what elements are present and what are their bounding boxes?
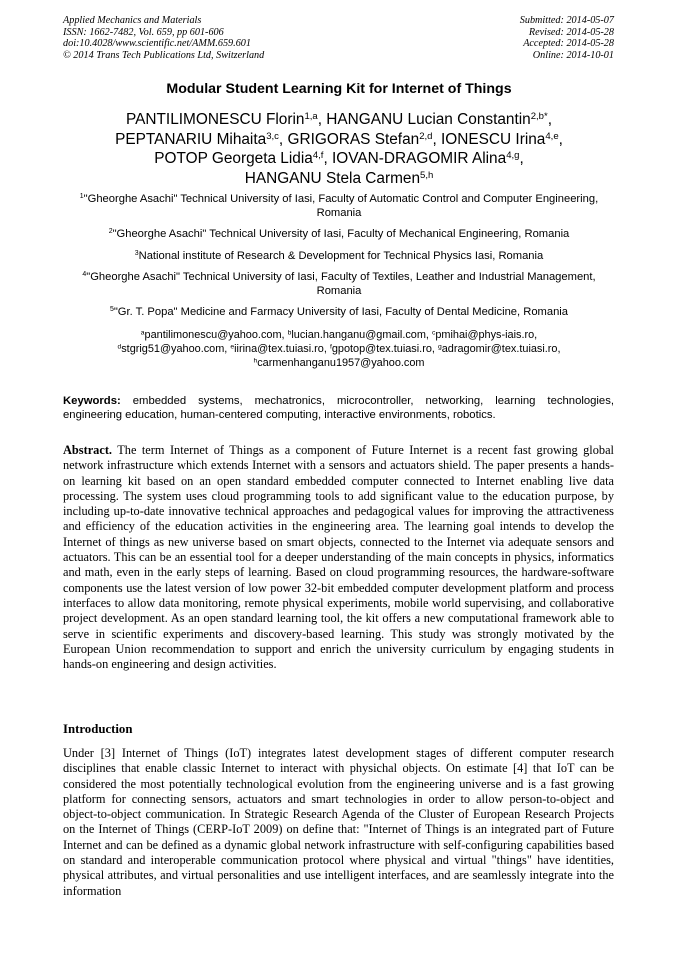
affiliation-list xyxy=(70,192,608,326)
email[interactable]: $^c$pmihai@phys-iais.ro, xyxy=(431,329,538,341)
author: IOVAN-DRAGOMIR Alina$^{4,g}$, xyxy=(332,149,524,167)
accepted-date: Accepted: 2014-05-28 xyxy=(523,38,614,50)
affiliation: $^2$"Gheorghe Asachi" Technical University of Iasi, Faculty of Mechanical Engineering, Romania xyxy=(108,228,570,241)
email[interactable]: $^a$pantilimonescu@yahoo.com xyxy=(140,329,282,341)
paper-title: Modular Student Learning Kit for Internet of Things xyxy=(166,81,512,97)
introduction-text: Under [3] Internet of Things (IoT) integrates latest development stages of different computer research disciplines that enable classic Internet to interact with physichal objects. On estimate [4] that IoT can be considered the most potentially technological evolution from the engineering universe and is a fast growing platform for connecting sensors, actuators and smart technologies in order to allow person-to-object and object-to-object communication. In Strategic Research Agenda of the Cluster of European Research Projects on the Internet of Things (CERP-IoT 2009) on define that: "Internet of Things is an integrated part of Future Internet and can be defined as a dynamic global network infrastructure with self-configuring capabilities based on standard and interoperable communication protocol where physical and virtual "things" have identities, physical attributes, and virtual personalities and use intelligent interfaces, and are seamlessly integrate into the information xyxy=(63,746,614,898)
revised-date: Revised: 2014-05-28 xyxy=(528,26,614,38)
affiliation: $^3$National institute of Research & Development for Technical Physics Iasi, Romania xyxy=(134,249,544,262)
submission-dates xyxy=(520,15,614,61)
author: HANGANU Stela Carmen$^{5,h}$ xyxy=(244,169,434,187)
affiliation: $^5$"Gr. T. Popa" Medicine and Farmacy University of Iasi, Faculty of Dental Medicine, Romania xyxy=(109,306,569,319)
email[interactable]: $^h$carmenhanganu1957@yahoo.com xyxy=(253,356,425,369)
email-list: $^a$pantilimonescu@yahoo.com, $^b$lucian.hanganu@gmail.com, $^c$pmihai@phys-iais.ro, $^d$stgrig51@yahoo.com, $^e$iirina@tex.tuiasi.ro, $^f$gpotop@tex.tuiasi.ro, $^g$adragomir@tex.tuiasi.ro, $^h$carmenhanganu1957@yahoo.com xyxy=(117,329,561,369)
journal-name: Applied Mechanics and Materials xyxy=(63,15,202,26)
affiliation: $^4$"Gheorghe Asachi" Technical University of Iasi, Faculty of Textiles, Leather and Industrial Management, Romania xyxy=(82,270,596,298)
keywords xyxy=(63,394,614,423)
author: PEPTANARIU Mihaita$^{3,c}$, xyxy=(115,130,288,148)
affiliation: $^1$"Gheorghe Asachi" Technical University of Iasi, Faculty of Automatic Control and Computer Engineering, Romania xyxy=(79,193,599,220)
keywords-label: Keywords: xyxy=(63,395,121,407)
author: HANGANU Lucian Constantin$^{2,b*}$, xyxy=(326,110,552,128)
author: POTOP Georgeta Lidia$^{4,f}$, xyxy=(154,149,332,167)
author-list xyxy=(40,110,638,188)
copyright-line: © 2014 Trans Tech Publications Ltd, Switzerland xyxy=(63,49,265,61)
author: PANTILIMONESCU Florin$^{1,a}$, xyxy=(126,110,327,128)
issn-line: ISSN: 1662-7482, Vol. 659, pp 601-606 xyxy=(63,26,224,38)
submitted-date: Submitted: 2014-05-07 xyxy=(519,15,614,26)
section-heading: Introduction xyxy=(63,722,133,736)
email[interactable]: $^g$adragomir@tex.tuiasi.ro, xyxy=(437,342,561,355)
keywords-text: embedded systems, mechatronics, microcontroller, networking, learning technologies, engineering education, human-centered computing, interactive environments, robotics. xyxy=(63,395,615,422)
online-date: Online: 2014-10-01 xyxy=(532,49,614,61)
abstract-label: Abstract. xyxy=(63,443,113,457)
abstract-text: The term Internet of Things as a component of Future Internet is a recent fast growing global network infrastructure which extends Internet with a sensors and actuators shield. The paper presents a hands-on learning kit based on an open standard embedded computer connected to Internet enabling live data processing. The system uses cloud programming tools to add significant value to the education purpose, by including up-to-date innovative technical approaches and pedagogical values for improving the attractiveness and efficiency of the education activities in the engineering area. The learning goal intends to develop the Internet of things as new universe based on smart objects, connected to the Internet via adequate sensors and actuators. This can be an essential tool for a deeper understanding of the main concepts in physics, informatics and math, even in the early steps of learning. Based on cloud programming resources, the hardware-software components use the latest version of low power 32-bit embedded computer development platform and process interfaces to allow data monitoring, remote physical experiments, mobile world supervising, and collaborative project development. As an open standard learning tool, the kit offers a new computational framework able to serve in scientific experiments and discovery-based learning. This study was strongly motivated by the European Union recommendation to support and enrich the university curriculum by engaging students in hands-on engineering and design activities. xyxy=(63,443,614,672)
email[interactable]: $^e$iirina@tex.tuiasi.ro xyxy=(230,342,324,355)
author: IONESCU Irina$^{4,e}$, xyxy=(441,130,563,148)
author: GRIGORAS Stefan$^{2,d}$, xyxy=(287,130,442,148)
email[interactable]: $^f$gpotop@tex.tuiasi.ro xyxy=(329,342,432,355)
doi-line[interactable]: doi:10.4028/www.scientific.net/AMM.659.601 xyxy=(63,38,251,50)
abstract xyxy=(63,443,614,672)
journal-info xyxy=(63,15,264,61)
email[interactable]: $^b$lucian.hanganu@gmail.com xyxy=(287,329,426,341)
email[interactable]: $^d$stgrig51@yahoo.com xyxy=(117,342,225,355)
